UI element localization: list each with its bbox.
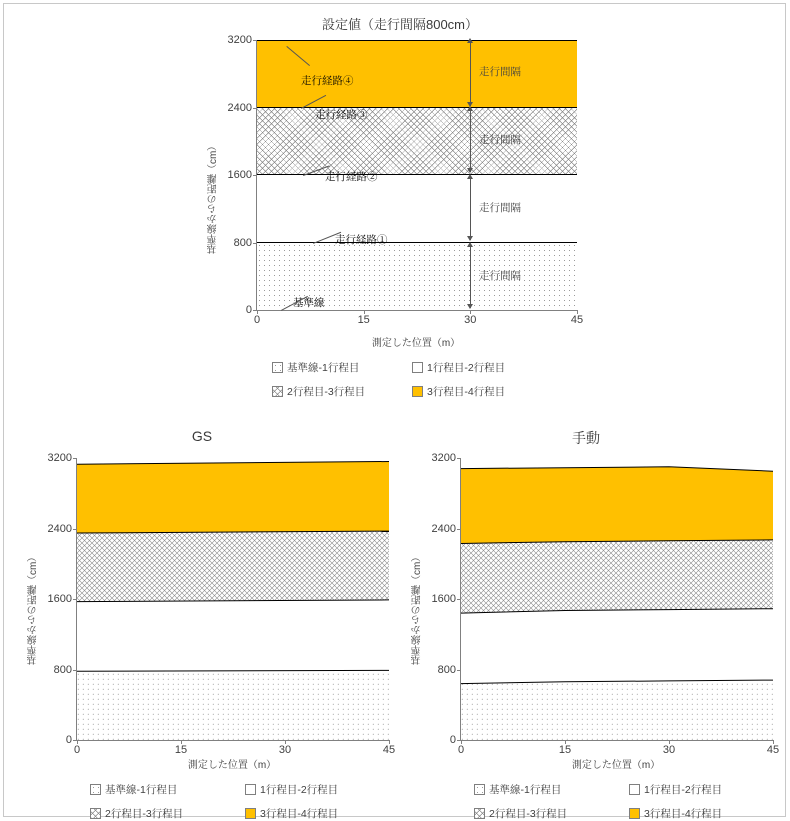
manual-x-mark-15 xyxy=(565,740,566,744)
gs-legend-label-3: 3行程目-4行程目 xyxy=(260,808,339,820)
manual-y-tick-1600: 1600 xyxy=(431,593,456,605)
y-tick-mark-2400 xyxy=(253,108,257,109)
annotation-path-2: 走行経路② xyxy=(325,171,378,183)
interval-arrow-1-head-up xyxy=(467,242,473,247)
manual-y-mark-1600 xyxy=(457,599,461,600)
manual-x-mark-30 xyxy=(669,740,670,744)
annotation-path-1: 走行経路① xyxy=(335,234,388,246)
manual-x-tick-0: 0 xyxy=(457,744,465,756)
chart-gs xyxy=(8,420,396,820)
y-axis-label-gs: 基準線からの距離（cm） xyxy=(28,551,39,665)
x-tick-0: 0 xyxy=(253,314,261,326)
interval-arrow-2-head-down xyxy=(467,236,473,241)
x-tick-mark-15 xyxy=(364,310,365,314)
annotation-baseline: 基準線 xyxy=(293,297,325,309)
plot-area-manual xyxy=(431,452,780,756)
legend-swatch-1 xyxy=(412,362,423,373)
gs-legend-label-0: 基準線-1行程目 xyxy=(105,784,178,796)
interval-arrow-2 xyxy=(470,178,471,240)
gs-x-mark-45 xyxy=(389,740,390,744)
manual-y-tick-800: 800 xyxy=(437,663,456,676)
chart-title-manual: 手動 xyxy=(572,430,600,446)
interval-arrow-1-head-down xyxy=(467,304,473,309)
band-1-to-2 xyxy=(257,175,577,243)
interval-label-1: 走行間隔 xyxy=(479,270,521,282)
x-tick-30: 30 xyxy=(464,314,477,326)
legend-gs xyxy=(90,782,380,821)
x-tick-15: 15 xyxy=(357,314,370,326)
gs-y-tick-800: 800 xyxy=(53,663,72,676)
legend-swatch-3 xyxy=(412,386,423,397)
manual-area-svg xyxy=(461,458,773,740)
manual-y-mark-3200 xyxy=(457,458,461,459)
gs-x-mark-15 xyxy=(181,740,182,744)
gs-x-mark-30 xyxy=(285,740,286,744)
manual-x-tick-15: 15 xyxy=(558,744,572,756)
legend-item-3 xyxy=(412,384,505,399)
legend-label-3: 3行程目-4行程目 xyxy=(427,386,506,398)
manual-legend-item-0 xyxy=(474,782,629,797)
y-axis-label-manual: 基準線からの距離（cm） xyxy=(412,551,423,665)
y-tick-2400: 2400 xyxy=(227,101,252,114)
x-axis-label-setting: 測定した位置（m） xyxy=(371,338,461,349)
gs-y-mark-3200 xyxy=(73,458,77,459)
manual-y-tick-0: 0 xyxy=(449,734,456,746)
legend-manual xyxy=(474,782,764,821)
manual-legend-swatch-0 xyxy=(474,784,485,795)
x-tick-mark-30 xyxy=(470,310,471,314)
legend-label-0: 基準線-1行程目 xyxy=(287,362,360,374)
manual-legend-swatch-2 xyxy=(474,808,485,819)
manual-legend-label-2: 2行程目-3行程目 xyxy=(489,808,568,820)
gs-y-tick-1600: 1600 xyxy=(47,593,72,605)
manual-legend-label-1: 1行程目-2行程目 xyxy=(644,784,723,796)
legend-setting xyxy=(272,360,532,399)
gs-legend-item-3 xyxy=(245,806,338,821)
manual-y-tick-2400: 2400 xyxy=(431,522,456,535)
manual-x-mark-45 xyxy=(773,740,774,744)
y-tick-0: 0 xyxy=(245,304,252,316)
interval-label-2: 走行間隔 xyxy=(479,202,521,214)
gs-y-tick-0: 0 xyxy=(65,734,72,746)
gs-y-tick-3200: 3200 xyxy=(47,452,72,464)
interval-arrow-1 xyxy=(470,246,471,308)
band-2-to-3 xyxy=(257,108,577,176)
chart-manual xyxy=(392,420,780,820)
interval-arrow-2-head-up xyxy=(467,174,473,179)
manual-y-mark-800 xyxy=(457,670,461,671)
gs-y-tick-2400: 2400 xyxy=(47,522,72,535)
x-tick-mark-45 xyxy=(577,310,578,314)
legend-label-2: 2行程目-3行程目 xyxy=(287,386,366,398)
annotation-path-3: 走行経路③ xyxy=(315,109,368,121)
gs-legend-label-2: 2行程目-3行程目 xyxy=(105,808,184,820)
gs-legend-label-1: 1行程目-2行程目 xyxy=(260,784,339,796)
legend-item-0 xyxy=(272,360,412,375)
annotation-path-4: 走行経路④ xyxy=(301,75,354,87)
interval-arrow-4-head-up xyxy=(467,38,473,43)
chart-title-setting: 設定値（走行間隔800cm） xyxy=(321,17,479,32)
manual-y-tick-3200: 3200 xyxy=(431,452,456,464)
gs-y-mark-2400 xyxy=(73,529,77,530)
interval-arrow-4 xyxy=(470,42,471,106)
gs-legend-swatch-1 xyxy=(245,784,256,795)
manual-x-tick-45: 45 xyxy=(766,744,780,756)
gs-legend-item-1 xyxy=(245,782,338,797)
gs-x-tick-0: 0 xyxy=(73,744,81,756)
gs-y-mark-1600 xyxy=(73,599,77,600)
y-tick-800: 800 xyxy=(233,236,252,249)
legend-item-1 xyxy=(412,360,505,375)
manual-legend-label-0: 基準線-1行程目 xyxy=(489,784,562,796)
legend-item-2 xyxy=(272,384,412,399)
path-line-4 xyxy=(257,40,577,41)
y-tick-1600: 1600 xyxy=(227,169,252,181)
y-tick-mark-1600 xyxy=(253,175,257,176)
x-axis-label-manual: 測定した位置（m） xyxy=(571,760,661,771)
legend-swatch-0 xyxy=(272,362,283,373)
manual-legend-swatch-3 xyxy=(629,808,640,819)
plot-area-gs xyxy=(47,452,396,756)
x-tick-mark-0 xyxy=(257,310,258,314)
gs-legend-item-0 xyxy=(90,782,245,797)
manual-legend-label-3: 3行程目-4行程目 xyxy=(644,808,723,820)
gs-area-svg xyxy=(77,458,389,740)
manual-legend-item-2 xyxy=(474,806,629,821)
gs-legend-item-2 xyxy=(90,806,245,821)
y-tick-mark-3200 xyxy=(253,40,257,41)
gs-legend-swatch-0 xyxy=(90,784,101,795)
plot-area-setting xyxy=(227,34,584,326)
x-axis-label-gs: 測定した位置（m） xyxy=(187,760,277,771)
manual-legend-item-1 xyxy=(629,782,722,797)
interval-label-4: 走行間隔 xyxy=(479,66,521,78)
chart-setting-value xyxy=(190,14,610,404)
interval-arrow-3-head-up xyxy=(467,106,473,111)
chart-title-gs: GS xyxy=(191,428,213,444)
y-tick-3200: 3200 xyxy=(227,34,252,46)
interval-arrow-3-head-down xyxy=(467,168,473,173)
gs-x-mark-0 xyxy=(77,740,78,744)
manual-legend-item-3 xyxy=(629,806,722,821)
gs-x-tick-15: 15 xyxy=(174,744,188,756)
manual-x-tick-30: 30 xyxy=(662,744,676,756)
gs-legend-swatch-3 xyxy=(245,808,256,819)
gs-x-tick-30: 30 xyxy=(278,744,292,756)
y-axis-label-setting: 基準線からの距離（cm） xyxy=(208,140,219,254)
gs-x-tick-45: 45 xyxy=(382,744,396,756)
legend-swatch-2 xyxy=(272,386,283,397)
gs-legend-swatch-2 xyxy=(90,808,101,819)
legend-label-1: 1行程目-2行程目 xyxy=(427,362,506,374)
gs-y-mark-800 xyxy=(73,670,77,671)
x-tick-45: 45 xyxy=(570,314,584,326)
manual-x-mark-0 xyxy=(461,740,462,744)
path-line-1 xyxy=(257,242,577,243)
interval-arrow-3 xyxy=(470,110,471,172)
manual-legend-swatch-1 xyxy=(629,784,640,795)
manual-y-mark-2400 xyxy=(457,529,461,530)
interval-label-3: 走行間隔 xyxy=(479,134,521,146)
y-tick-mark-800 xyxy=(253,243,257,244)
